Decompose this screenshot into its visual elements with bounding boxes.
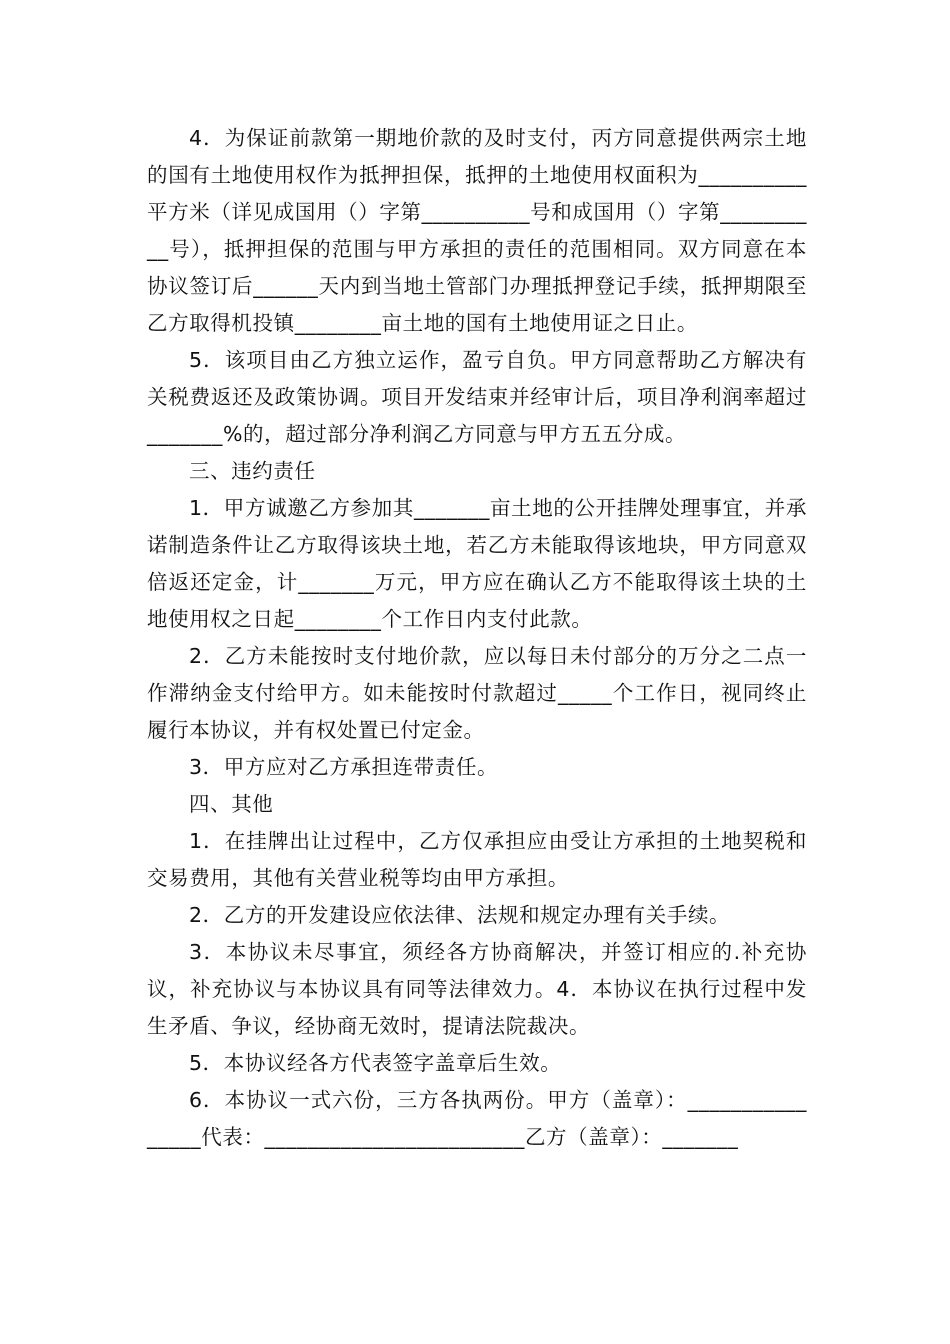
other-clause-6-signatures: 6．本协议一式六份，三方各执两份。甲方（盖章）：________________代表：________________________乙方（盖章）：_______ xyxy=(147,1088,807,1149)
section-heading-other: 四、其他 xyxy=(189,792,274,816)
document-body xyxy=(147,120,807,1156)
breach-clause-1: 1．甲方诚邀乙方参加其_______亩土地的公开挂牌处理事宜，并承诺制造条件让乙方取得该块土地，若乙方未能取得该地块，甲方同意双倍返还定金，计_______万元，甲方应在确认乙方不能取得该土块的土地使用权之日起________个工作日内支付此款。 xyxy=(147,496,807,631)
other-clause-2: 2．乙方的开发建设应依法律、法规和规定办理有关手续。 xyxy=(189,903,731,927)
breach-clause-2: 2．乙方未能按时支付地价款，应以每日未付部分的万分之二点一作滞纳金支付给甲方。如未能按时付款超过_____个工作日，视同终止履行本协议，并有权处置已付定金。 xyxy=(147,644,807,742)
breach-clause-3: 3．甲方应对乙方承担连带责任。 xyxy=(189,755,499,779)
section-heading-breach-liability: 三、违约责任 xyxy=(189,459,316,483)
other-clause-5: 5．本协议经各方代表签字盖章后生效。 xyxy=(189,1051,562,1075)
other-clause-3-4: 3．本协议未尽事宜，须经各方协商解决，并签订相应的.补充协议，补充协议与本协议具有同等法律效力。4．本协议在执行过程中发生矛盾、争议，经协商无效时，提请法院裁决。 xyxy=(147,940,807,1038)
clause-5-independent-operation: 5．该项目由乙方独立运作，盈亏自负。甲方同意帮助乙方解决有关税费返还及政策协调。项目开发结束并经审计后，项目净利润率超过_______%的，超过部分净利润乙方同意与甲方五五分成。 xyxy=(147,348,807,446)
other-clause-1: 1．在挂牌出让过程中，乙方仅承担应由受让方承担的土地契税和交易费用，其他有关营业税等均由甲方承担。 xyxy=(147,829,807,890)
clause-4-mortgage-guarantee: 4．为保证前款第一期地价款的及时支付，丙方同意提供两宗土地的国有土地使用权作为抵押担保，抵押的土地使用权面积为__________平方米（详见成国用（）字第__________号和成国用（）字第__________号），抵押担保的范围与甲方承担的责任的范围相同。双方同意在本协议签订后______天内到当地土管部门办理抵押登记手续，抵押期限至乙方取得机投镇________亩土地的国有土地使用证之日止。 xyxy=(147,126,807,335)
